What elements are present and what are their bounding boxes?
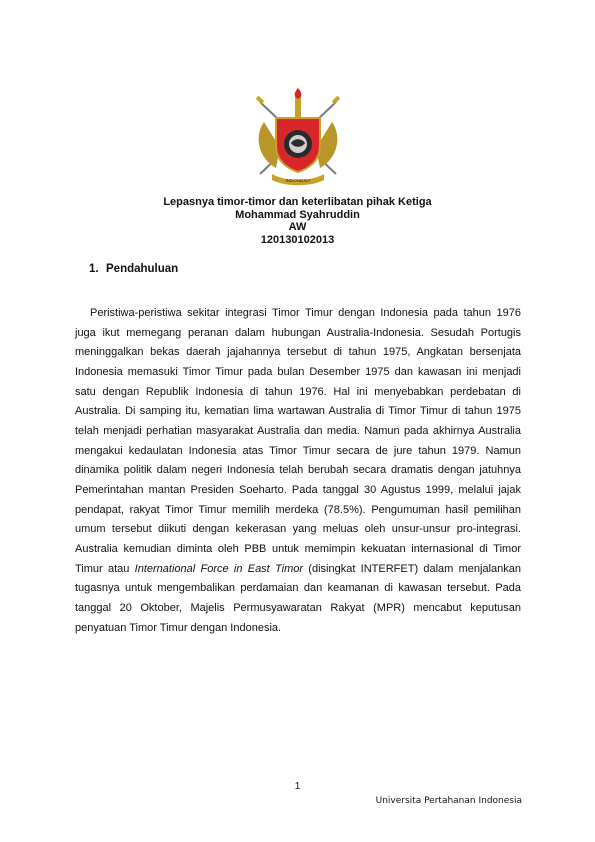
- paragraph-text-1: Peristiwa-peristiwa sekitar integrasi Timor Timur dengan Indonesia pada tahun 1976 juga ikut memegang peranan dalam hubungan Australia-Indonesia. Sesudah Portugis meninggalkan bekas daerah jajahannya tersebut di tahun 1975, Angkatan bersenjata Indonesia memasuki Timor Timur pada bulan Desember 1975 dan kawasan ini menjadi satu dengan Republik Indonesia di tahun 1976. Hal ini menyebabkan perdebatan di Australia. Di samping itu, kematian lima wartawan Australia di Timor Timur di tahun 1975 telah menjadi perhatian masyarakat Australia dan media. Namun pada akhirnya Australia mengakui kedaulatan Indonesia atas Timor Timur secara de jure tahun 1979. Namun dinamika politik dalam negeri Indonesia telah berubah secara dramatis dengan jatuhnya Pemerintahan mantan Presiden Soeharto. Pada tanggal 30 Agustus 1999, melalui jajak pendapat, rakyat Timor Timur memilih merdeka (78.5%). Pengumuman hasil pemilihan umum tersebut diikuti dengan kekerasan yang meluas oleh unsur-unsur pro-integrasi. Australia kemudian diminta oleh PBB untuk memimpin kekuatan internasional di Timor Timur atau: [75, 307, 521, 575]
- section-heading: [89, 263, 178, 275]
- svg-text:INDONESIA: INDONESIA: [285, 178, 311, 183]
- author-name: Mohammad Syahruddin: [235, 208, 360, 221]
- footer-institution: Universita Pertahanan Indonesia: [375, 796, 522, 806]
- section-title: Pendahuluan: [106, 263, 179, 275]
- document-title: Lepasnya timor-timor dan keterlibatan pihak Ketiga: [163, 196, 432, 208]
- section-number: 1.: [89, 263, 99, 275]
- body-paragraph: [75, 304, 521, 638]
- student-id: 120130102013: [260, 233, 335, 246]
- title-block: [0, 196, 595, 246]
- page-number: 1: [294, 781, 301, 792]
- paragraph-text-2: (disingkat INTERFET) dalam menjalankan tugasnya untuk mengembalikan perdamaian dan keamanan di kawasan tersebut. Pada tanggal 20 Oktober, Majelis Permusyawaratan Rakyat (MPR) mencabut keputusan penyatuan Timor Timur dengan Indonesia.: [75, 562, 521, 634]
- author-initials: AW: [288, 221, 307, 233]
- university-crest-icon: [250, 88, 346, 188]
- paragraph-italic-term: International Force in East Timor: [134, 562, 304, 575]
